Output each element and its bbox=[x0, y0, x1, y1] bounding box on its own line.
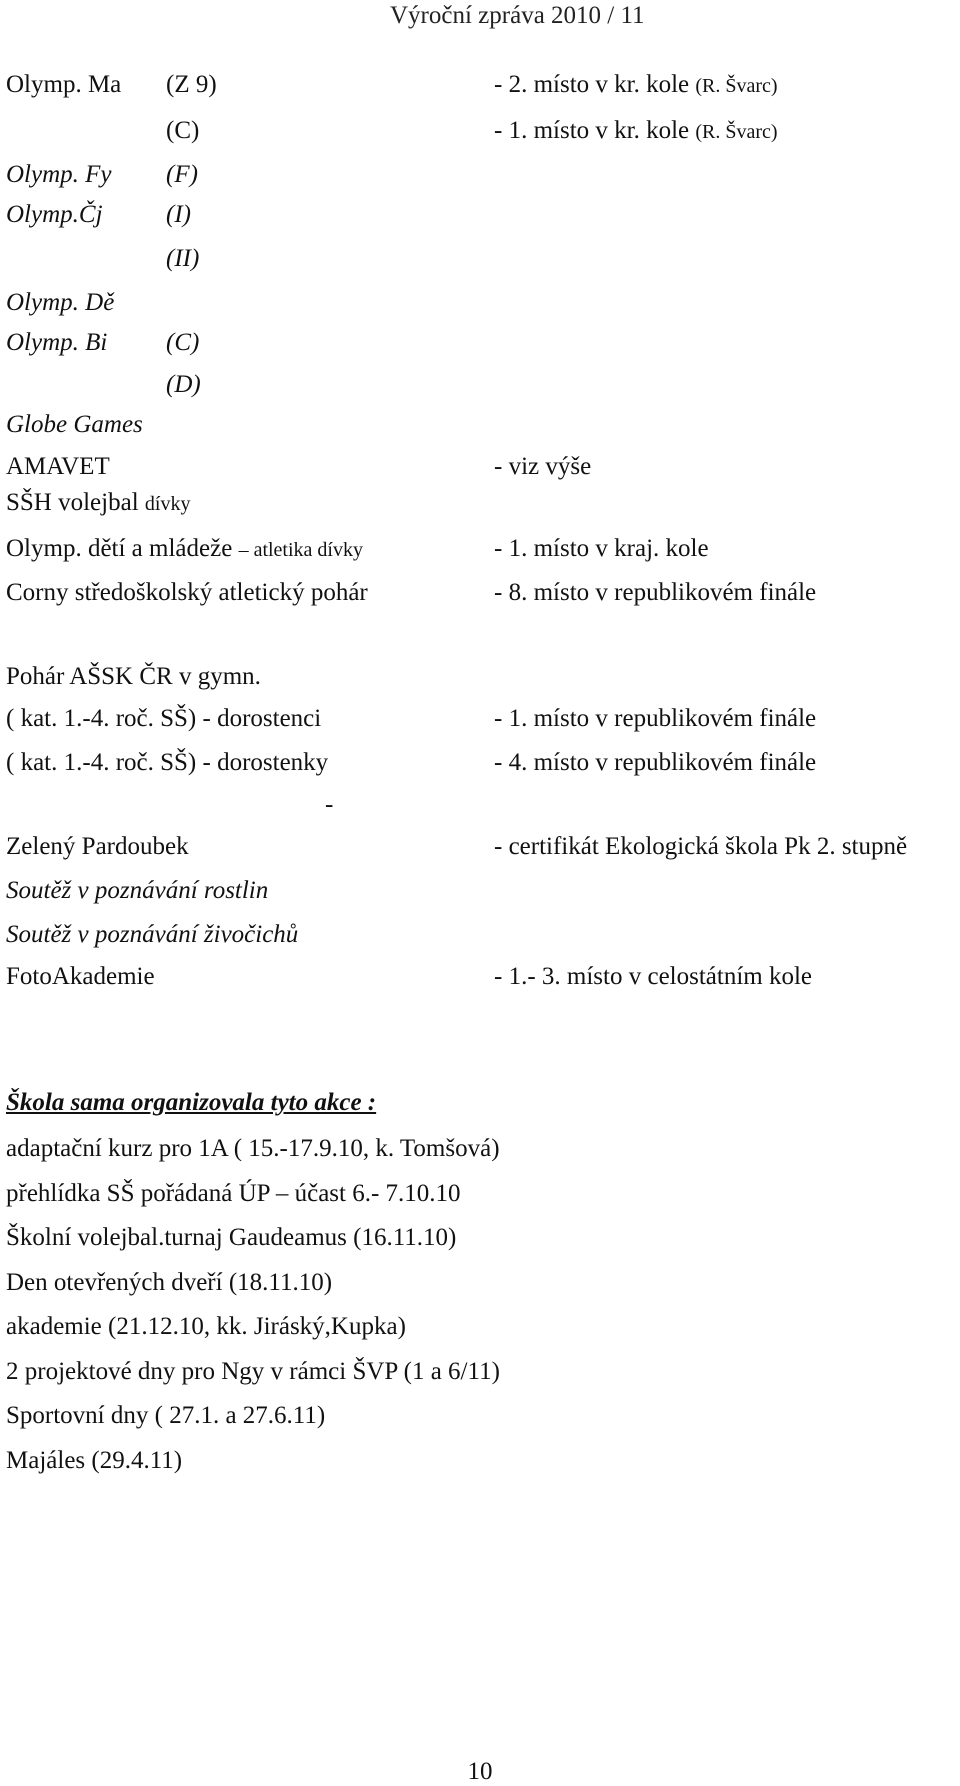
olympiad-name: Olymp. Fy bbox=[6, 161, 112, 188]
dorostenci-result: - 1. místo v republikovém finále bbox=[494, 705, 817, 732]
corny-result: - 8. místo v republikovém finále bbox=[494, 579, 817, 606]
page-header: Výroční zpráva 2010 / 11 bbox=[390, 2, 645, 29]
corny-name: Corny středoškolský atletický pohár bbox=[6, 579, 368, 606]
soutez-zivocichu: Soutěž v poznávání živočichů bbox=[6, 921, 299, 948]
olympiad-category: (C) bbox=[166, 117, 200, 144]
olympiad-result: - viz výše bbox=[494, 453, 592, 480]
olymp-deti-name: Olymp. dětí a mládeže bbox=[6, 535, 233, 562]
organized-event-item: Den otevřených dveří (18.11.10) bbox=[6, 1269, 333, 1296]
olympiad-name: Olymp. Dě bbox=[6, 289, 115, 316]
olympiad-result-text: - 1. místo v kr. kole bbox=[494, 117, 690, 144]
soutez-rostlin: Soutěž v poznávání rostlin bbox=[6, 877, 269, 904]
olympiad-category: (II) bbox=[166, 245, 200, 272]
page-number: 10 bbox=[467, 1758, 493, 1785]
fotoakademie-name: FotoAkademie bbox=[6, 963, 155, 990]
organized-event-item: adaptační kurz pro 1A ( 15.-17.9.10, k. Tomšová) bbox=[6, 1135, 500, 1162]
organized-event-item: Školní volejbal.turnaj Gaudeamus (16.11.10) bbox=[6, 1224, 457, 1251]
olympiad-name: Globe Games bbox=[6, 411, 143, 438]
organized-event-item: akademie (21.12.10, kk. Jiráský,Kupka) bbox=[6, 1313, 406, 1340]
olympiad-category: (I) bbox=[166, 201, 191, 228]
olympiad-name: Olymp.Čj bbox=[6, 201, 103, 228]
olympiad-result bbox=[494, 70, 778, 101]
organized-event-item: 2 projektové dny pro Ngy v rámci ŠVP (1 a 6/11) bbox=[6, 1358, 500, 1385]
olympiad-category: (D) bbox=[166, 371, 201, 398]
dorostenky-result: - 4. místo v republikovém finále bbox=[494, 749, 817, 776]
organized-event-item: přehlídka SŠ pořádaná ÚP – účast 6.- 7.10.10 bbox=[6, 1180, 461, 1207]
dorostenky-label: ( kat. 1.-4. roč. SŠ) - dorostenky bbox=[6, 749, 329, 776]
teacher-note: (R. Švarc) bbox=[695, 75, 778, 97]
olympiad-result-text: - 2. místo v kr. kole bbox=[494, 71, 690, 98]
dorostenci-label: ( kat. 1.-4. roč. SŠ) - dorostenci bbox=[6, 705, 322, 732]
olymp-deti-row bbox=[6, 534, 363, 565]
organized-event-item: Majáles (29.4.11) bbox=[6, 1447, 183, 1474]
volejbal-row bbox=[6, 488, 190, 519]
separator-dash: - bbox=[325, 791, 334, 818]
olympiad-name: AMAVET bbox=[6, 453, 110, 480]
olympiad-result bbox=[494, 116, 778, 147]
olymp-deti-category: – atletika dívky bbox=[238, 539, 363, 561]
organized-event-item: Sportovní dny ( 27.1. a 27.6.11) bbox=[6, 1402, 326, 1429]
olymp-deti-result: - 1. místo v kraj. kole bbox=[494, 535, 709, 562]
zeleny-pardoubek-name: Zelený Pardoubek bbox=[6, 833, 189, 860]
volejbal-category: dívky bbox=[144, 493, 191, 515]
fotoakademie-result: - 1.- 3. místo v celostátním kole bbox=[494, 963, 813, 990]
olympiad-name: Olymp. Bi bbox=[6, 329, 108, 356]
olympiad-name: Olymp. Ma bbox=[6, 71, 122, 98]
organized-heading: Škola sama organizovala tyto akce : bbox=[6, 1089, 377, 1116]
volejbal-name: SŠH volejbal bbox=[6, 489, 139, 516]
teacher-note: (R. Švarc) bbox=[695, 121, 778, 143]
zeleny-pardoubek-result: - certifikát Ekologická škola Pk 2. stupně bbox=[494, 833, 908, 860]
olympiad-category: (C) bbox=[166, 329, 200, 356]
olympiad-category: (Z 9) bbox=[166, 71, 217, 98]
olympiad-category: (F) bbox=[166, 161, 198, 188]
pohar-title: Pohár AŠSK ČR v gymn. bbox=[6, 663, 261, 690]
